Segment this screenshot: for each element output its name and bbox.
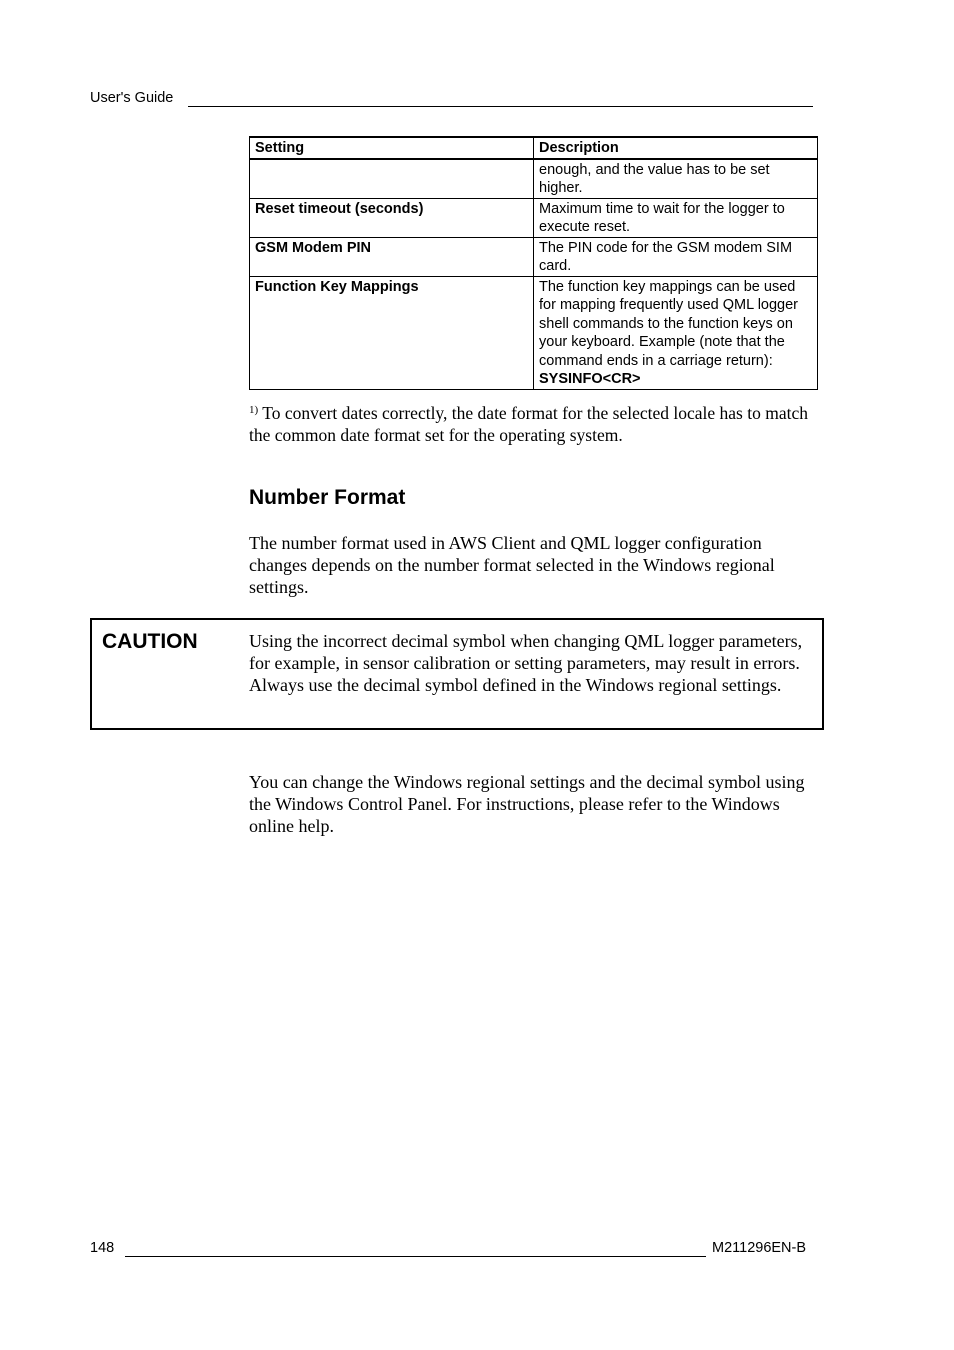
description-cell: enough, and the value has to be set higher.	[534, 159, 818, 199]
setting-cell	[250, 159, 534, 199]
header-rule	[188, 106, 813, 107]
body-paragraph: You can change the Windows regional settings and the decimal symbol using the Windows Control Panel. For instructions, please refer to the Windows online help.	[249, 772, 805, 836]
table-row	[250, 237, 818, 276]
body-paragraph: The number format used in AWS Client and QML logger configuration changes depends on the number format selected in the Windows regional settings.	[249, 533, 775, 597]
table-row	[250, 198, 818, 237]
table-footnote	[249, 402, 821, 446]
footnote-text: To convert dates correctly, the date format for the selected locale has to match the common date format set for the operating system.	[249, 403, 808, 445]
setting-cell: GSM Modem PIN	[250, 237, 534, 276]
caution-box	[90, 618, 824, 730]
running-header: User's Guide	[90, 90, 174, 106]
section-heading: Number Format	[249, 486, 406, 509]
settings-table	[249, 136, 818, 390]
description-cell: The PIN code for the GSM modem SIM card.	[534, 237, 818, 276]
footnote-marker: 1)	[249, 404, 259, 416]
description-cell	[534, 276, 818, 389]
caution-text: Using the incorrect decimal symbol when changing QML logger parameters, for example, in sensor calibration or setting parameters, may result in errors. Always use the decimal symbol defined in the Windows regional settings.	[249, 631, 803, 695]
description-cell: Maximum time to wait for the logger to execute reset.	[534, 198, 818, 237]
table-row	[250, 159, 818, 199]
table-row	[250, 276, 818, 389]
setting-cell: Reset timeout (seconds)	[250, 198, 534, 237]
command-example: SYSINFO<CR>	[539, 371, 641, 387]
caution-label: CAUTION	[102, 630, 198, 653]
setting-cell: Function Key Mappings	[250, 276, 534, 389]
column-header-description: Description	[534, 137, 818, 159]
footer-rule	[125, 1256, 706, 1257]
document-code: M211296EN-B	[712, 1240, 807, 1256]
table-header-row	[250, 137, 818, 159]
column-header-setting: Setting	[250, 137, 534, 159]
description-text: The function key mappings can be used for mapping frequently used QML logger shell commands to the function keys on your keyboard. Example (note that the command ends in a carriage return):	[539, 278, 798, 369]
page-number: 148	[90, 1240, 115, 1256]
